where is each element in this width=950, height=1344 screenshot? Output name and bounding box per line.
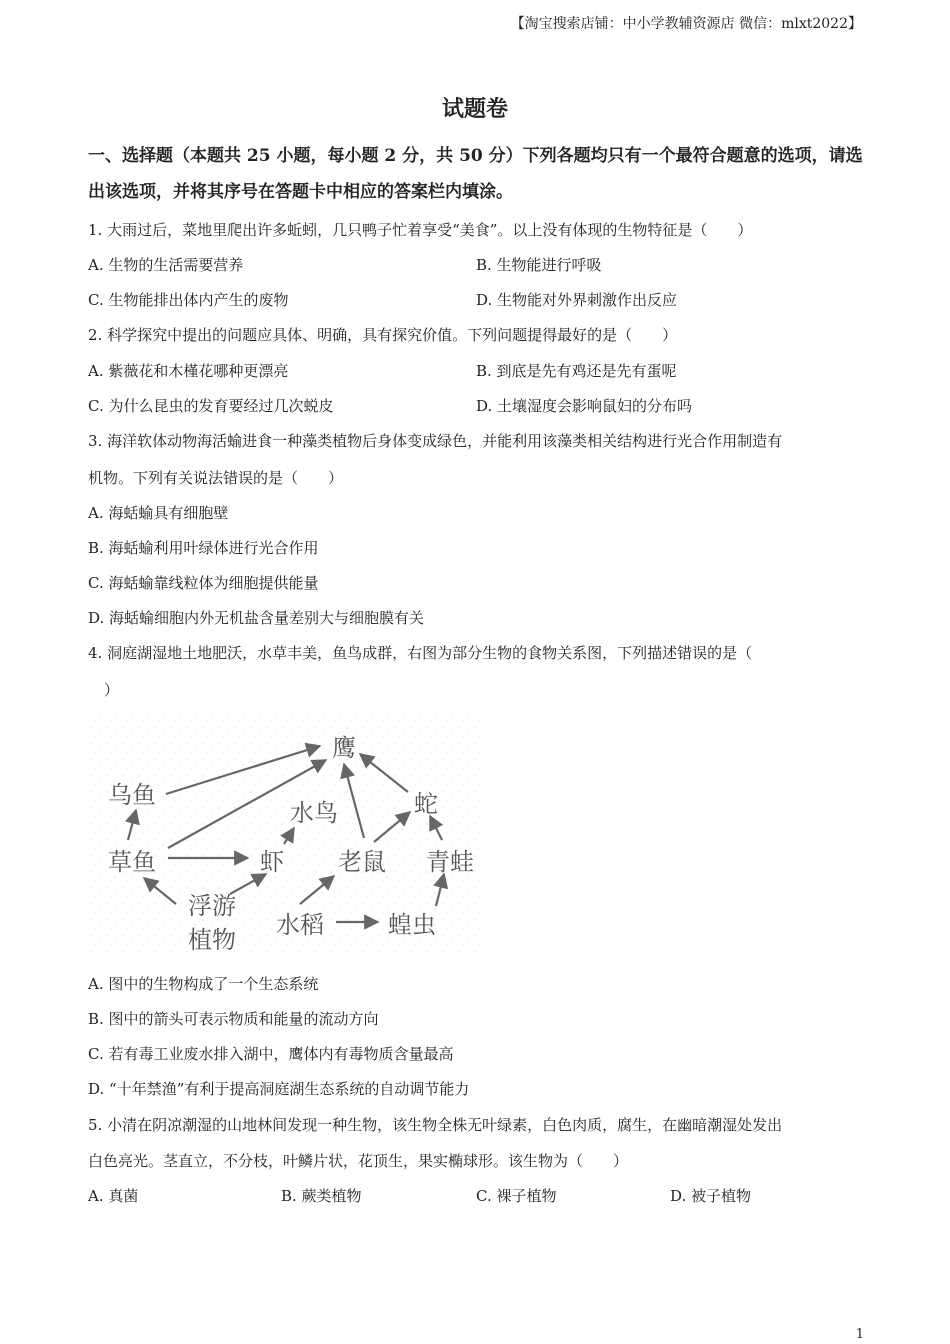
q4-option-b: B. 图中的箭头可表示物质和能量的流动方向 xyxy=(88,1010,379,1028)
q3-stem-line1: 3. 海洋软体动物海活蝓进食一种藻类植物后身体变成绿色，并能利用该藻类相关结构进行光合作用制造有 xyxy=(88,432,783,450)
q5-option-a: A. 真菌 xyxy=(88,1187,139,1205)
q5-stem-line2: 白色亮光。茎直立，不分枝，叶鳞片状，花顶生，果实椭球形。该生物为（ ） xyxy=(88,1152,629,1170)
section-heading: 一、选择题（本题共 25 小题，每小题 2 分，共 50 分）下列各题均只有一个最符合题意的选项，请选出该选项，并将其序号在答题卡中相应的答案栏内填涂。 xyxy=(88,146,863,202)
q1-option-b: B. 生物能进行呼吸 xyxy=(476,256,602,274)
node-locust: 蝗虫 xyxy=(388,911,436,939)
q5-option-c: C. 裸子植物 xyxy=(476,1187,557,1205)
node-shrimp: 虾 xyxy=(260,848,284,876)
q1-stem: 1. 大雨过后，菜地里爬出许多蚯蚓，几只鸭子忙着享受“美食”。以上没有体现的生物特征是（ ） xyxy=(88,221,753,239)
q3-option-a: A. 海蛞蝓具有细胞壁 xyxy=(88,504,229,522)
q1-option-c: C. 生物能排出体内产生的废物 xyxy=(88,291,289,309)
q2-option-d: D. 土壤湿度会影响鼠妇的分布吗 xyxy=(476,397,693,415)
node-snake: 蛇 xyxy=(414,790,438,818)
node-plankton-line2: 植物 xyxy=(188,926,236,954)
q1-option-d: D. 生物能对外界刺激作出反应 xyxy=(476,291,678,309)
q4-option-c: C. 若有毒工业废水排入湖中，鹰体内有毒物质含量最高 xyxy=(88,1045,454,1063)
q4-option-d: D. “十年禁渔”有利于提高洞庭湖生态系统的自动调节能力 xyxy=(88,1080,470,1098)
node-blackfish: 乌鱼 xyxy=(108,781,156,809)
q3-option-d: D. 海蛞蝓细胞内外无机盐含量差别大与细胞膜有关 xyxy=(88,609,425,627)
q4-stem-line1: 4. 洞庭湖湿地土地肥沃，水草丰美，鱼鸟成群，右图为部分生物的食物关系图，下列描述错误的是（ xyxy=(88,644,753,662)
q3-stem-line2: 机物。下列有关说法错误的是（ ） xyxy=(88,469,344,487)
q5-stem-line1: 5. 小清在阴凉潮湿的山地林间发现一种生物，该生物全株无叶绿素，白色肉质，腐生，在幽暗潮湿处发出 xyxy=(88,1116,783,1134)
q2-option-a: A. 紫薇花和木槿花哪种更漂亮 xyxy=(88,362,289,380)
node-rat: 老鼠 xyxy=(338,848,386,876)
food-web-diagram xyxy=(88,708,480,954)
q2-option-b: B. 到底是先有鸡还是先有蛋呢 xyxy=(476,362,677,380)
q4-option-a: A. 图中的生物构成了一个生态系统 xyxy=(88,975,319,993)
header-note: 【淘宝搜索店铺：中小学教辅资源店 微信：mlxt2022】 xyxy=(510,16,862,32)
q2-stem: 2. 科学探究中提出的问题应具体、明确，具有探究价值。下列问题提得最好的是（ ） xyxy=(88,326,678,344)
q1-option-a: A. 生物的生活需要营养 xyxy=(88,256,244,274)
node-waterbird: 水鸟 xyxy=(290,799,338,827)
node-rice: 水稻 xyxy=(276,911,324,939)
q5-option-d: D. 被子植物 xyxy=(670,1187,752,1205)
q4-stem-line2: ） xyxy=(104,681,120,699)
page-number: 1 xyxy=(855,1327,864,1342)
q3-option-c: C. 海蛞蝓靠线粒体为细胞提供能量 xyxy=(88,574,319,592)
node-frog: 青蛙 xyxy=(426,848,474,876)
node-plankton-line1: 浮游 xyxy=(188,892,236,920)
q2-option-c: C. 为什么昆虫的发育要经过几次蜕皮 xyxy=(88,397,334,415)
q3-option-b: B. 海蛞蝓利用叶绿体进行光合作用 xyxy=(88,539,319,557)
node-grasscarp: 草鱼 xyxy=(108,848,156,876)
q5-option-b: B. 蕨类植物 xyxy=(281,1187,362,1205)
page-title: 试题卷 xyxy=(441,96,508,122)
node-eagle: 鹰 xyxy=(332,734,356,762)
